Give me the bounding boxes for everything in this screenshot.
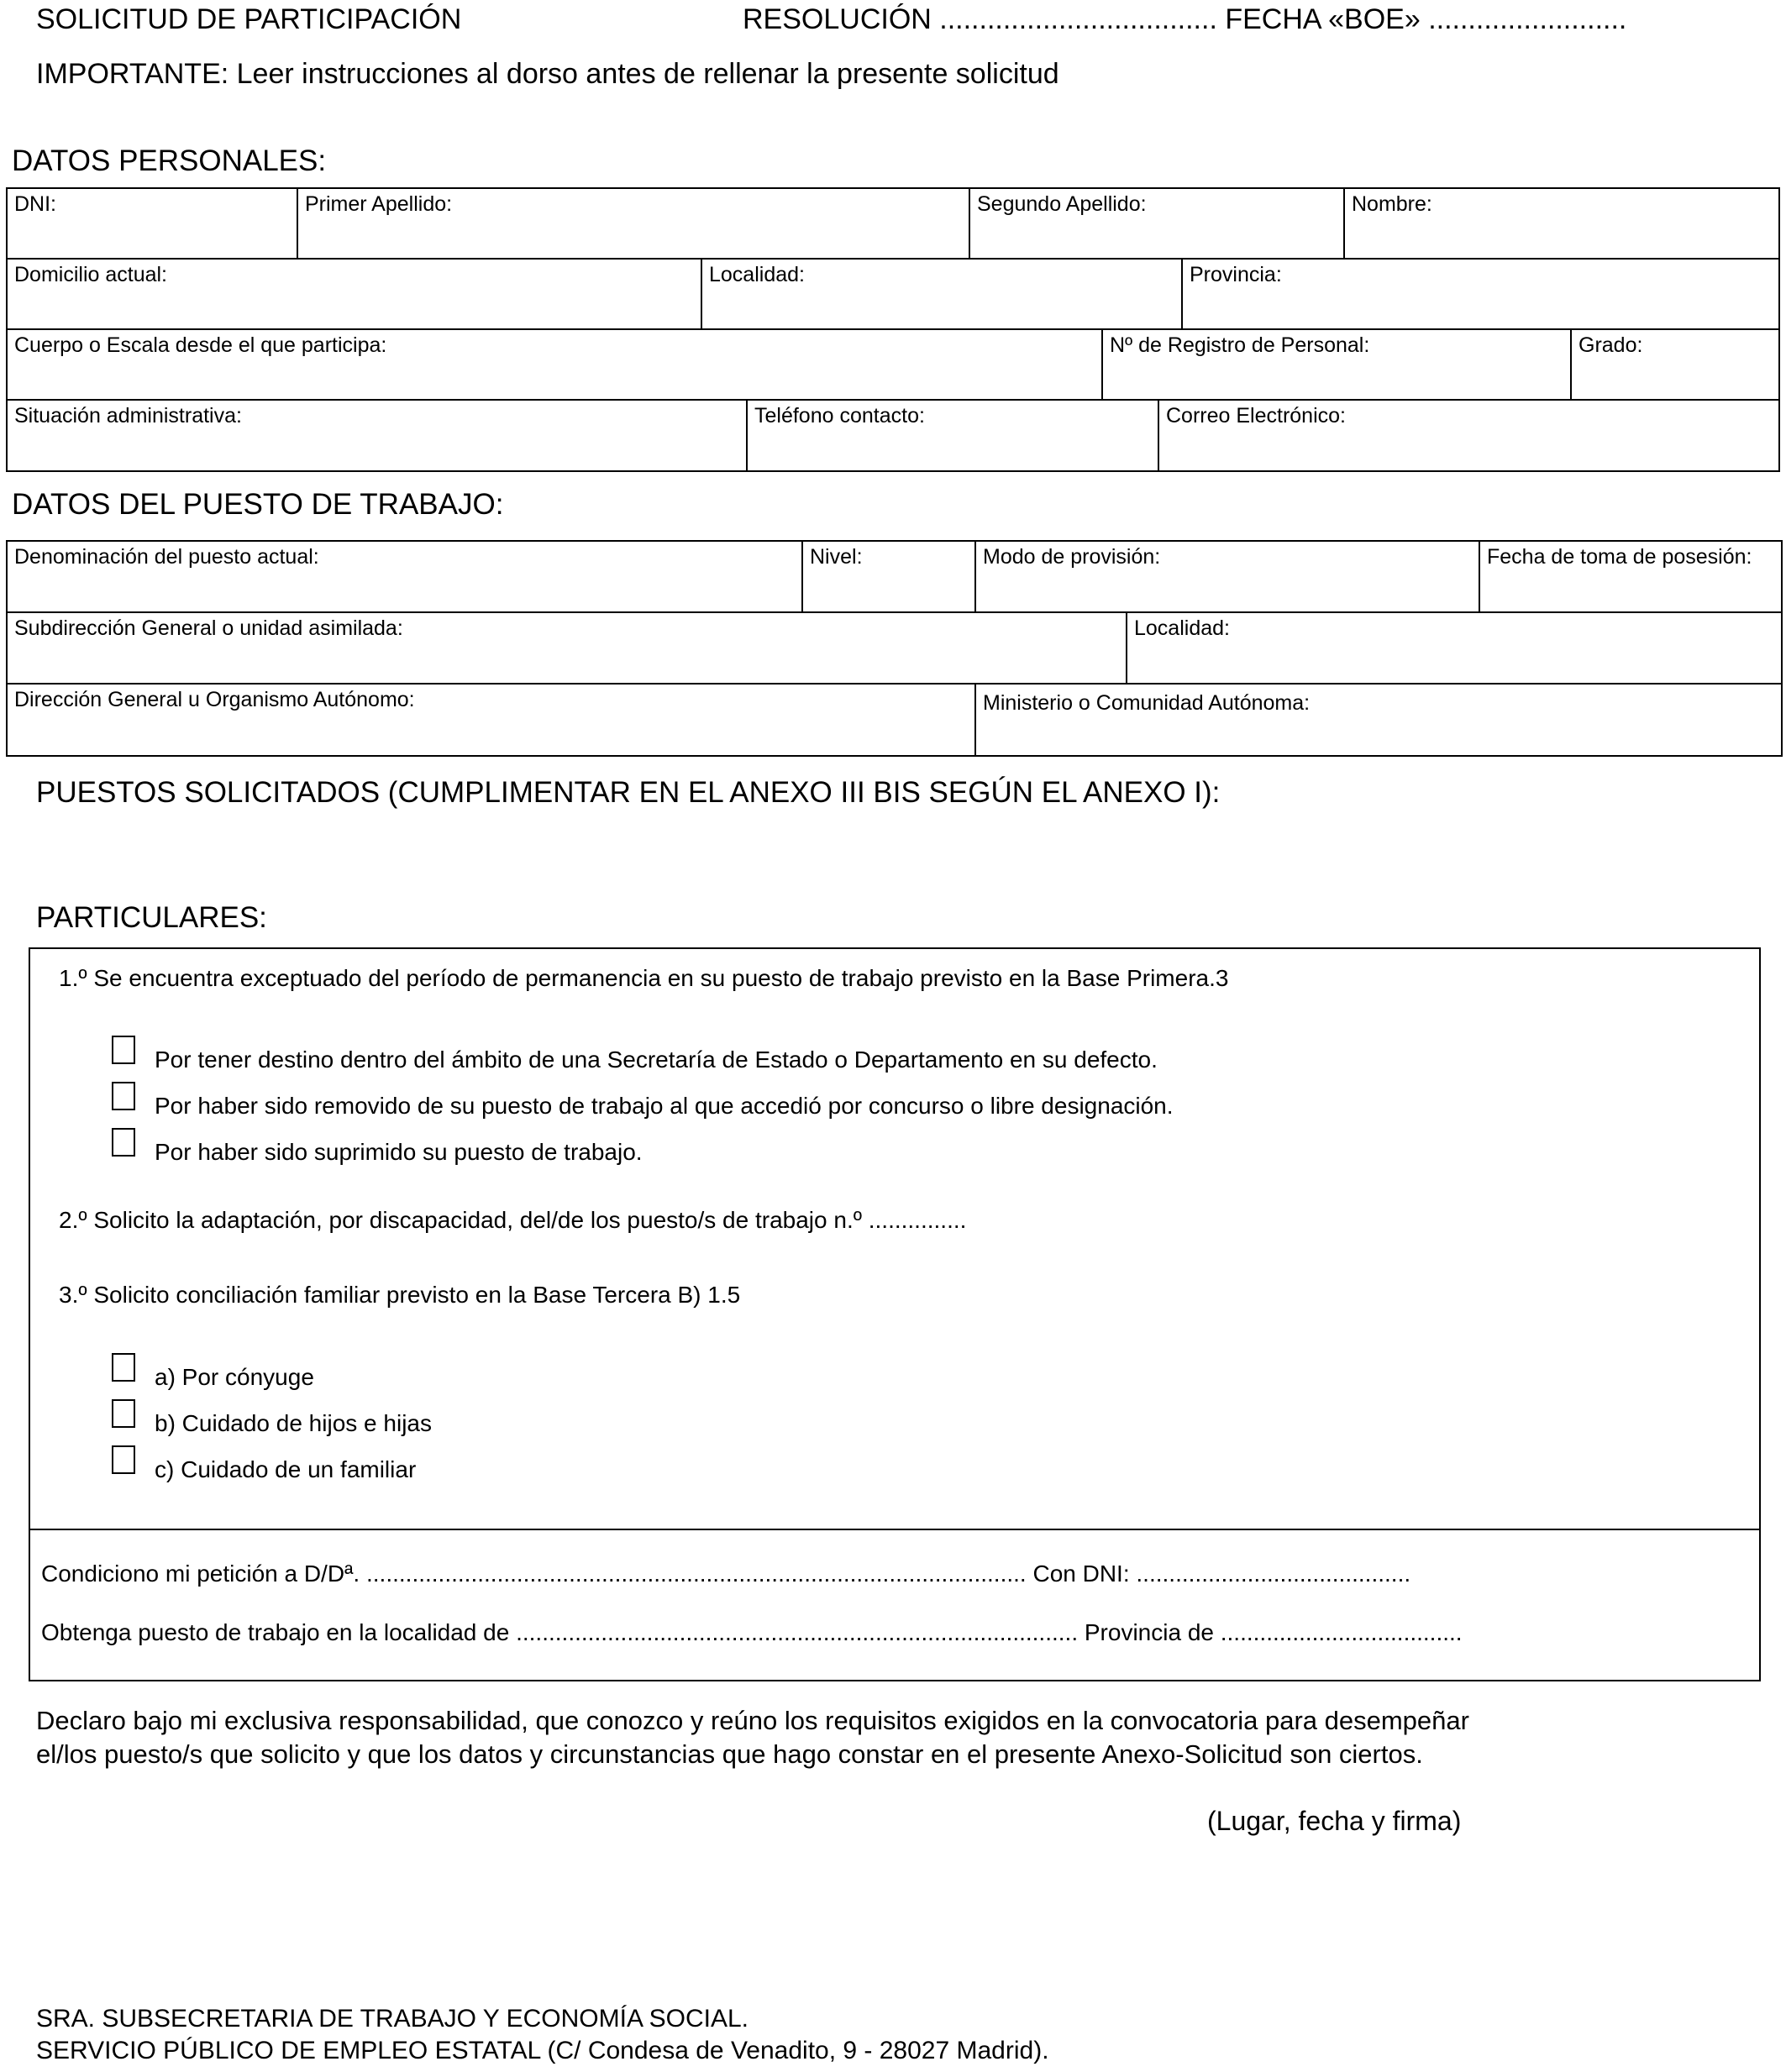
nombre-label: Nombre: — [1352, 192, 1432, 216]
primer-apellido-field[interactable] — [297, 189, 969, 258]
option-3c-checkbox[interactable] — [112, 1445, 135, 1474]
personal-row-3 — [8, 330, 1778, 401]
dni-label: DNI: — [14, 192, 56, 216]
item-1-text: 1.º Se encuentra exceptuado del período de permanencia en su puesto de trabajo previsto en la Base Primera.3 — [59, 965, 1229, 991]
dni-field[interactable] — [8, 189, 297, 258]
fecha-posesion-field[interactable] — [1479, 542, 1781, 611]
job-localidad-field[interactable] — [1126, 613, 1781, 683]
condition-line-1: Condiciono mi petición a D/Dª. ..................................................................................................... Con DNI: .......................................... — [41, 1561, 1411, 1587]
grado-field[interactable] — [1570, 330, 1778, 399]
footer-line-1: SRA. SUBSECRETARIA DE TRABAJO Y ECONOMÍA SOCIAL. — [36, 2005, 749, 2033]
situacion-field[interactable] — [8, 401, 746, 470]
resolution-line: RESOLUCIÓN ................................... FECHA «BOE» ......................... — [743, 3, 1627, 35]
modo-provision-label: Modo de provisión: — [983, 545, 1161, 569]
direccion-label: Dirección General u Organismo Autónomo: — [14, 688, 415, 711]
personal-row-4 — [8, 401, 1778, 470]
direccion-field[interactable] — [8, 685, 974, 755]
correo-label: Correo Electrónico: — [1166, 404, 1346, 428]
personal-row-2 — [8, 260, 1778, 330]
localidad-field[interactable] — [701, 260, 1181, 328]
cuerpo-label: Cuerpo o Escala desde el que participa: — [14, 333, 387, 357]
job-row-1 — [8, 542, 1781, 613]
item-2-text: 2.º Solicito la adaptación, por discapacidad, del/de los puesto/s de trabajo n.º ............... — [59, 1207, 967, 1233]
provincia-field[interactable] — [1181, 260, 1778, 328]
item-3-text: 3.º Solicito conciliación familiar previsto en la Base Tercera B) 1.5 — [59, 1282, 741, 1308]
modo-provision-field[interactable] — [974, 542, 1479, 611]
option-3b-label: b) Cuidado de hijos e hijas — [155, 1410, 432, 1436]
denominacion-field[interactable] — [8, 542, 801, 611]
option-1c-checkbox[interactable] — [112, 1128, 135, 1157]
registro-field[interactable] — [1101, 330, 1570, 399]
option-1b-checkbox[interactable] — [112, 1082, 135, 1110]
option-3a-label: a) Por cónyuge — [155, 1364, 314, 1390]
option-3a-checkbox[interactable] — [112, 1353, 135, 1382]
cuerpo-field[interactable] — [8, 330, 1101, 399]
declaration-line-1: Declaro bajo mi exclusiva responsabilidad, que conozco y reúno los requisitos exigidos en la convocatoria para desempeñar — [36, 1706, 1469, 1735]
job-row-2 — [8, 613, 1781, 685]
fecha-posesion-label: Fecha de toma de posesión: — [1487, 545, 1752, 569]
nombre-field[interactable] — [1343, 189, 1778, 258]
job-localidad-label: Localidad: — [1134, 616, 1230, 640]
option-1a-checkbox[interactable] — [112, 1036, 135, 1064]
primer-apellido-label: Primer Apellido: — [305, 192, 453, 216]
ministerio-field[interactable] — [974, 685, 1781, 755]
localidad-label: Localidad: — [709, 263, 805, 286]
denominacion-label: Denominación del puesto actual: — [14, 545, 319, 569]
condition-line-2: Obtenga puesto de trabajo en la localidad de ...................................................................................... Provincia de ..................................... — [41, 1619, 1463, 1645]
requested-positions-heading: PUESTOS SOLICITADOS (CUMPLIMENTAR EN EL ANEXO III BIS SEGÚN EL ANEXO I): — [36, 776, 1221, 809]
registro-label: Nº de Registro de Personal: — [1110, 333, 1370, 357]
nivel-field[interactable] — [801, 542, 974, 611]
ministerio-label: Ministerio o Comunidad Autónoma: — [983, 691, 1311, 715]
option-1a-label: Por tener destino dentro del ámbito de una Secretaría de Estado o Departamento en su defecto. — [155, 1046, 1158, 1073]
domicilio-field[interactable] — [8, 260, 701, 328]
job-data-heading: DATOS DEL PUESTO DE TRABAJO: — [12, 488, 504, 521]
correo-field[interactable] — [1158, 401, 1778, 470]
option-3c-label: c) Cuidado de un familiar — [155, 1456, 417, 1482]
personal-data-table — [6, 187, 1780, 472]
particulares-heading: PARTICULARES: — [36, 901, 267, 934]
particulares-box — [29, 947, 1761, 1530]
subdireccion-label: Subdirección General o unidad asimilada: — [14, 616, 403, 640]
option-1b-label: Por haber sido removido de su puesto de trabajo al que accedió por concurso o libre designación. — [155, 1093, 1174, 1119]
segundo-apellido-field[interactable] — [969, 189, 1343, 258]
job-data-table — [6, 540, 1783, 757]
condition-box — [29, 1529, 1761, 1681]
job-row-3 — [8, 685, 1781, 755]
nivel-label: Nivel: — [810, 545, 863, 569]
signature-label: (Lugar, fecha y firma) — [1207, 1806, 1462, 1836]
domicilio-label: Domicilio actual: — [14, 263, 168, 286]
option-3b-checkbox[interactable] — [112, 1399, 135, 1428]
grado-label: Grado: — [1579, 333, 1643, 357]
declaration-line-2: el/los puesto/s que solicito y que los datos y circunstancias que hago constar en el presente Anexo-Solicitud son ciertos. — [36, 1739, 1423, 1769]
situacion-label: Situación administrativa: — [14, 404, 242, 428]
telefono-field[interactable] — [746, 401, 1158, 470]
option-1c-label: Por haber sido suprimido su puesto de trabajo. — [155, 1139, 643, 1165]
subdireccion-field[interactable] — [8, 613, 1126, 683]
footer-line-2: SERVICIO PÚBLICO DE EMPLEO ESTATAL (C/ Condesa de Venadito, 9 - 28027 Madrid). — [36, 2037, 1049, 2064]
personal-row-1 — [8, 189, 1778, 260]
personal-data-heading: DATOS PERSONALES: — [12, 144, 327, 177]
provincia-label: Provincia: — [1190, 263, 1282, 286]
telefono-label: Teléfono contacto: — [754, 404, 925, 428]
form-title: SOLICITUD DE PARTICIPACIÓN — [36, 3, 462, 35]
segundo-apellido-label: Segundo Apellido: — [977, 192, 1147, 216]
important-note: IMPORTANTE: Leer instrucciones al dorso antes de rellenar la presente solicitud — [36, 58, 1059, 90]
